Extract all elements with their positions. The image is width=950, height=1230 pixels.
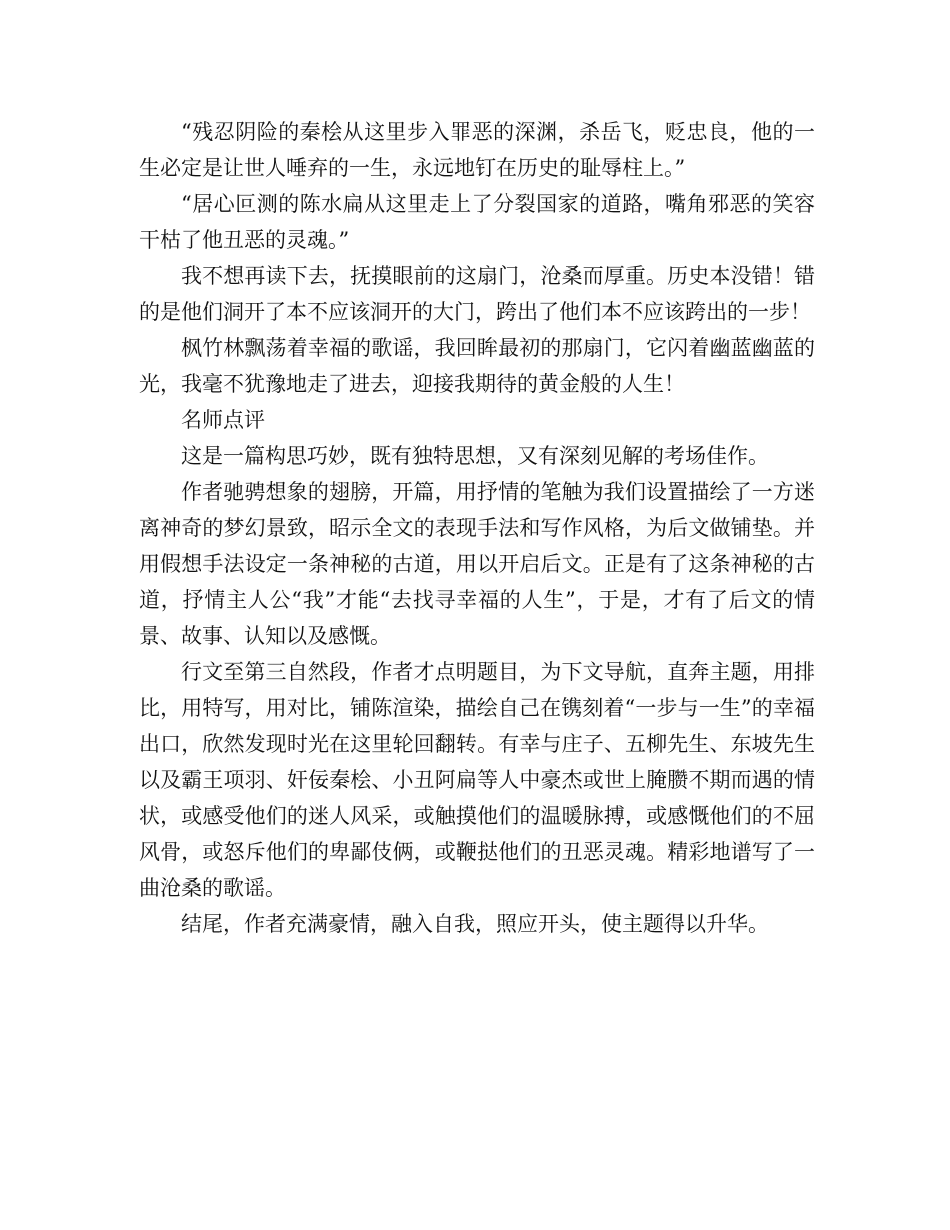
paragraph-comment-middle: 行文至第三自然段，作者才点明题目，为下文导航，直奔主题，用排比，用特写，用对比，铺陈渲染，描绘自己在镌刻着“一步与一生”的幸福出口，欣然发现时光在这里轮回翻转。有幸与庄子、五柳先生、东坡先生以及霸王项羽、奸佞秦桧、小丑阿扁等人中豪杰或世上腌臜不期而遇的情状，或感受他们的迷人风采，或触摸他们的温暖脉搏，或感慨他们的不屈风骨，或怒斥他们的卑鄙伎俩，或鞭挞他们的丑恶灵魂。精彩地谱写了一曲沧桑的歌谣。 — [139, 660, 815, 900]
paragraph-reflection: 我不想再读下去，抚摸眼前的这扇门，沧桑而厚重。历史本没错！错的是他们洞开了本不应该洞开的大门，跨出了他们本不应该跨出的一步！ — [139, 264, 815, 324]
paragraph-comment-summary: 这是一篇构思巧妙，既有独特思想，又有深刻见解的考场佳作。 — [181, 444, 769, 468]
paragraph-comment-conclusion: 结尾，作者充满豪情，融入自我，照应开头，使主题得以升华。 — [181, 912, 769, 936]
paragraph-ending: 枫竹林飘荡着幸福的歌谣，我回眸最初的那扇门，它闪着幽蓝幽蓝的光，我毫不犹豫地走了进去，迎接我期待的黄金般的人生！ — [139, 336, 815, 396]
paragraph-comment-opening: 作者驰骋想象的翅膀，开篇，用抒情的笔触为我们设置描绘了一方迷离神奇的梦幻景致，昭示全文的表现手法和写作风格，为后文做铺垫。并用假想手法设定一条神秘的古道，用以开启后文。正是有了这条神秘的古道，抒情主人公“我”才能“去找寻幸福的人生”，于是，才有了后文的情景、故事、认知以及感慨。 — [139, 480, 815, 648]
paragraph-chen-shuibian: “居心叵测的陈水扁从这里走上了分裂国家的道路，嘴角邪恶的笑容干枯了他丑恶的灵魂。” — [139, 192, 815, 252]
paragraph-qin-hui: “残忍阴险的秦桧从这里步入罪恶的深渊，杀岳飞，贬忠良，他的一生必定是让世人唾弃的一生，永远地钉在历史的耻辱柱上。” — [139, 120, 815, 180]
document-body — [139, 114, 815, 942]
section-heading-teacher-comment: 名师点评 — [181, 408, 265, 432]
